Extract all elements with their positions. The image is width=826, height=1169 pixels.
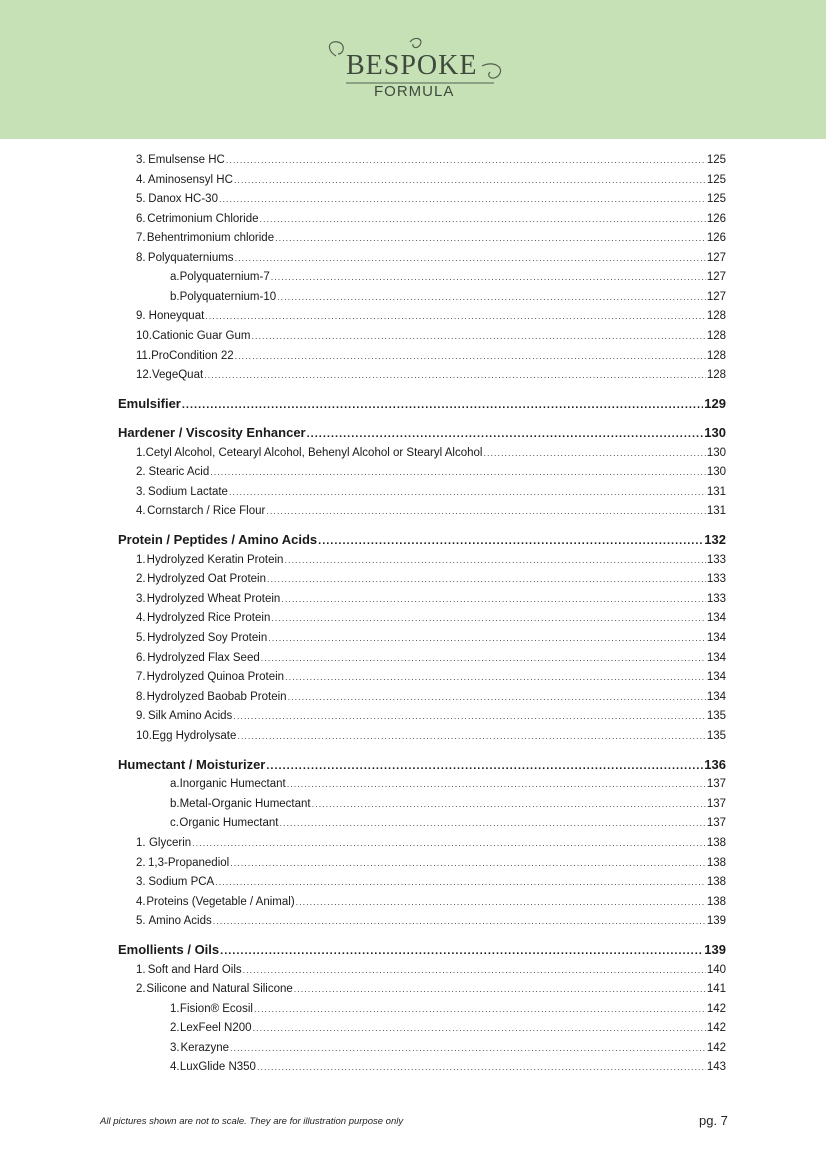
dot-leader bbox=[267, 570, 706, 588]
toc-entry-label: Hydrolyzed Flax Seed bbox=[147, 651, 260, 664]
toc-entry-label: Danox HC-30 bbox=[148, 193, 218, 206]
toc-page-number: 126 bbox=[706, 232, 726, 245]
dot-leader bbox=[257, 1058, 706, 1076]
toc-section[interactable] bbox=[118, 531, 726, 549]
toc-page-number: 139 bbox=[706, 915, 726, 928]
toc-section-title: Humectant / Moisturizer bbox=[118, 756, 266, 772]
toc-page-number: 137 bbox=[706, 817, 726, 830]
toc-entry-label: Proteins (Vegetable / Animal) bbox=[146, 895, 295, 908]
toc-entry[interactable] bbox=[170, 814, 726, 832]
dot-leader bbox=[204, 366, 706, 384]
toc-entry-label: Soft and Hard Oils bbox=[147, 963, 242, 976]
toc-page-number: 125 bbox=[706, 154, 726, 166]
toc-entry[interactable] bbox=[136, 893, 726, 911]
toc-page-number: 128 bbox=[706, 369, 726, 382]
toc-page-number: 138 bbox=[706, 876, 726, 889]
page-header bbox=[0, 0, 826, 139]
toc-page-number: 131 bbox=[706, 485, 726, 498]
toc-entry[interactable] bbox=[136, 210, 726, 228]
toc-entry-number: 3. bbox=[136, 592, 146, 605]
dot-leader bbox=[296, 893, 706, 911]
dot-leader bbox=[266, 757, 703, 775]
toc-page-number: 140 bbox=[706, 963, 726, 976]
toc-page-number: 127 bbox=[706, 251, 726, 264]
toc-entry-number: 5. bbox=[136, 915, 146, 928]
dot-leader bbox=[318, 532, 703, 550]
toc-entry-number: 1. bbox=[136, 836, 146, 849]
toc-entry-label: Kerazyne bbox=[180, 1041, 230, 1054]
toc-entry-number: b. bbox=[170, 797, 180, 810]
dot-leader bbox=[261, 649, 706, 667]
toc-entry-label: Egg Hydrolysate bbox=[152, 729, 237, 742]
toc-page-number: 137 bbox=[706, 797, 726, 810]
toc-entry[interactable] bbox=[136, 668, 726, 686]
toc-entry-number: 10. bbox=[136, 729, 152, 742]
toc-entry-number: 8. bbox=[136, 251, 146, 264]
toc-entry-number: 1. bbox=[136, 963, 146, 976]
toc-entry-label: Polyquaterniums bbox=[147, 251, 234, 264]
toc-page-number: 134 bbox=[706, 651, 726, 664]
toc-page-number: 130 bbox=[706, 446, 726, 459]
page-number: pg. 7 bbox=[699, 1113, 728, 1128]
toc-entry-label: Hydrolyzed Keratin Protein bbox=[146, 553, 284, 566]
toc-page-number: 133 bbox=[706, 573, 726, 586]
toc-entry-label: Behentrimonium chloride bbox=[146, 232, 275, 245]
toc-entry-label: Cetrimonium Chloride bbox=[147, 212, 259, 225]
dot-leader bbox=[284, 551, 705, 569]
dot-leader bbox=[215, 873, 706, 891]
toc-entry-label: LexFeel N200 bbox=[179, 1022, 252, 1035]
logo-subtitle: FORMULA bbox=[374, 83, 455, 100]
toc-entry-number: 1. bbox=[170, 1002, 180, 1015]
toc-entry-number: 1. bbox=[136, 446, 146, 459]
toc-entry-label: Hydrolyzed Rice Protein bbox=[146, 612, 271, 625]
toc-page-number: 139 bbox=[704, 942, 726, 958]
toc-entry-number: 2. bbox=[136, 466, 146, 479]
toc-entry-label: ProCondition 22 bbox=[151, 349, 234, 362]
toc-page-number: 130 bbox=[706, 466, 726, 479]
toc-entry-number: 11. bbox=[136, 349, 152, 362]
toc-entry[interactable] bbox=[170, 1039, 726, 1057]
toc-entry-label: 1,3-Propanediol bbox=[148, 856, 230, 869]
toc-section[interactable] bbox=[118, 424, 726, 442]
toc-entry[interactable] bbox=[136, 551, 726, 569]
toc-entry-label: Glycerin bbox=[148, 836, 192, 849]
toc-page-number: 127 bbox=[706, 271, 726, 284]
toc-entry[interactable] bbox=[136, 707, 726, 725]
dot-leader bbox=[230, 1039, 706, 1057]
toc-page-number: 125 bbox=[706, 173, 726, 186]
toc-entry[interactable] bbox=[136, 649, 726, 667]
toc-entry-label: Fision® Ecosil bbox=[179, 1002, 253, 1015]
logo-wordmark: BESPOKE bbox=[346, 50, 478, 81]
dot-leader bbox=[312, 795, 706, 813]
toc-entry[interactable] bbox=[136, 570, 726, 588]
toc-entry-label: Hydrolyzed Quinoa Protein bbox=[146, 671, 285, 684]
dot-leader bbox=[268, 629, 706, 647]
toc-entry[interactable] bbox=[170, 288, 726, 306]
toc-entry[interactable] bbox=[136, 483, 726, 501]
toc-entry[interactable] bbox=[136, 912, 726, 930]
dot-leader bbox=[266, 502, 705, 520]
toc-entry[interactable] bbox=[136, 629, 726, 647]
dot-leader bbox=[279, 814, 705, 832]
dot-leader bbox=[230, 854, 706, 872]
dot-leader bbox=[275, 229, 706, 247]
toc-page-number: 142 bbox=[706, 1022, 726, 1035]
toc-entry-label: Sodium Lactate bbox=[148, 485, 228, 498]
dot-leader bbox=[483, 444, 705, 462]
toc-entry[interactable] bbox=[136, 961, 726, 979]
toc-section[interactable] bbox=[118, 395, 726, 413]
toc-page-number: 134 bbox=[706, 671, 726, 684]
toc-entry[interactable] bbox=[170, 775, 726, 793]
toc-entry-number: 2. bbox=[136, 856, 146, 869]
toc-entry-label: Organic Humectant bbox=[179, 817, 279, 830]
dot-leader bbox=[281, 590, 705, 608]
toc-entry[interactable] bbox=[136, 463, 726, 481]
toc-page-number: 133 bbox=[706, 592, 726, 605]
toc-page-number: 135 bbox=[706, 729, 726, 742]
toc-page-number: 127 bbox=[706, 290, 726, 303]
toc-entry-label: VegeQuat bbox=[152, 369, 204, 382]
toc-entry-number: 7. bbox=[136, 671, 146, 684]
toc-entry-number: 2. bbox=[170, 1022, 180, 1035]
toc-page-number: 141 bbox=[706, 983, 726, 996]
toc-section[interactable] bbox=[118, 941, 726, 959]
toc-page-number: 132 bbox=[704, 532, 726, 548]
toc-entry-number: a. bbox=[170, 778, 180, 791]
toc-entry-number: 6. bbox=[136, 651, 146, 664]
toc-section[interactable] bbox=[118, 756, 726, 774]
toc-entry[interactable] bbox=[170, 1058, 726, 1076]
dot-leader bbox=[294, 980, 706, 998]
toc-entry-number: 3. bbox=[136, 485, 146, 498]
dot-leader bbox=[307, 425, 704, 443]
dot-leader bbox=[277, 288, 706, 306]
toc-entry-label: Cornstarch / Rice Flour bbox=[147, 505, 266, 518]
toc-entry-label: Inorganic Humectant bbox=[179, 778, 286, 791]
toc-entry-label: Hydrolyzed Baobab Protein bbox=[146, 690, 287, 703]
toc-entry[interactable] bbox=[136, 727, 726, 745]
toc-page-number: 142 bbox=[706, 1041, 726, 1054]
toc-entry[interactable] bbox=[170, 1000, 726, 1018]
dot-leader bbox=[287, 775, 706, 793]
toc-entry[interactable] bbox=[136, 873, 726, 891]
dot-leader bbox=[205, 307, 706, 325]
toc-entry-number: 7. bbox=[136, 232, 146, 245]
toc-entry-label: Cetyl Alcohol, Cetearyl Alcohol, Behenyl Alcohol or Stearyl Alcohol bbox=[145, 446, 483, 459]
toc-page-number: 142 bbox=[706, 1002, 726, 1015]
toc-entry[interactable] bbox=[136, 444, 726, 462]
toc-entry-number: 3. bbox=[136, 154, 146, 166]
dot-leader bbox=[271, 609, 705, 627]
toc-page-number: 138 bbox=[706, 836, 726, 849]
toc-page-number: 138 bbox=[706, 856, 726, 869]
toc-page-number: 135 bbox=[706, 710, 726, 723]
toc-page-number: 136 bbox=[704, 756, 726, 772]
toc-entry-label: LuxGlide N350 bbox=[179, 1061, 256, 1074]
toc-page-number: 129 bbox=[704, 396, 726, 412]
toc-entry-number: 12. bbox=[136, 369, 152, 382]
toc-entry-number: 2. bbox=[136, 573, 146, 586]
dot-leader bbox=[285, 668, 706, 686]
toc-entry[interactable] bbox=[136, 980, 726, 998]
toc-entry-number: 9. bbox=[136, 310, 146, 323]
toc-entry-number: 2. bbox=[136, 983, 146, 996]
toc-entry-number: 3. bbox=[136, 876, 146, 889]
toc-entry-number: b. bbox=[170, 290, 180, 303]
toc-entry-label: Polyquaternium-7 bbox=[179, 271, 270, 284]
dot-leader bbox=[260, 210, 706, 228]
dot-leader bbox=[220, 942, 703, 960]
toc-entry[interactable] bbox=[136, 688, 726, 706]
dot-leader bbox=[226, 151, 706, 169]
dot-leader bbox=[235, 249, 706, 267]
dot-leader bbox=[229, 483, 706, 501]
toc-entry-number: 5. bbox=[136, 193, 146, 206]
toc-entry[interactable] bbox=[136, 347, 726, 365]
toc-page-number: 143 bbox=[706, 1061, 726, 1074]
toc-entry-label: Honeyquat bbox=[148, 310, 205, 323]
toc-entry-label: Hydrolyzed Oat Protein bbox=[147, 573, 266, 586]
toc-entry-label: Aminosensyl HC bbox=[147, 173, 233, 186]
toc-entry-number: 5. bbox=[136, 632, 146, 644]
dot-leader bbox=[288, 688, 706, 706]
toc-page-number: 134 bbox=[706, 632, 726, 644]
toc-entry-label: Emulsense HC bbox=[148, 154, 225, 166]
toc-entry-number: 1. bbox=[136, 553, 146, 566]
toc-entry-label: Stearic Acid bbox=[148, 466, 210, 479]
toc-entry[interactable] bbox=[136, 171, 726, 189]
toc-entry[interactable] bbox=[136, 366, 726, 384]
dot-leader bbox=[254, 1000, 706, 1018]
toc-section-title: Emulsifier bbox=[118, 396, 181, 412]
toc-entry-label: Silicone and Natural Silicone bbox=[146, 983, 293, 996]
toc-page-number: 126 bbox=[706, 212, 726, 225]
toc-entry-number: 4. bbox=[136, 173, 146, 186]
toc-page-number: 133 bbox=[706, 553, 726, 566]
toc-entry[interactable] bbox=[170, 1019, 726, 1037]
dot-leader bbox=[243, 961, 706, 979]
toc-entry-number: 4. bbox=[136, 505, 146, 518]
toc-section-title: Protein / Peptides / Amino Acids bbox=[118, 532, 318, 548]
toc-entry-label: Hydrolyzed Soy Protein bbox=[147, 632, 268, 644]
toc-entry-number: 4. bbox=[170, 1061, 180, 1074]
toc-entry[interactable] bbox=[136, 151, 726, 169]
toc-page-number: 137 bbox=[706, 778, 726, 791]
toc-page-number: 134 bbox=[706, 612, 726, 625]
toc-page-number: 125 bbox=[706, 193, 726, 206]
toc-entry[interactable] bbox=[136, 327, 726, 345]
dot-leader bbox=[235, 347, 706, 365]
toc-entry-number: 6. bbox=[136, 212, 146, 225]
toc-entry[interactable] bbox=[136, 229, 726, 247]
toc-entry-label: Sodium PCA bbox=[148, 876, 215, 889]
toc-entry[interactable] bbox=[136, 834, 726, 852]
toc-page-number: 138 bbox=[706, 895, 726, 908]
toc-entry[interactable] bbox=[136, 609, 726, 627]
toc-entry-label: Polyquaternium-10 bbox=[179, 290, 277, 303]
toc-entry-number: 8. bbox=[136, 690, 146, 703]
dot-leader bbox=[182, 396, 703, 414]
toc-entry-number: 10. bbox=[136, 329, 152, 342]
toc-page-number: 128 bbox=[706, 310, 726, 323]
toc-entry[interactable] bbox=[136, 249, 726, 267]
dot-leader bbox=[213, 912, 706, 930]
dot-leader bbox=[234, 171, 706, 189]
toc-section-title: Emollients / Oils bbox=[118, 942, 220, 958]
toc-page-number: 134 bbox=[706, 690, 726, 703]
toc-entry-number: 4. bbox=[136, 895, 146, 908]
toc-entry-number: c. bbox=[170, 817, 179, 830]
dot-leader bbox=[253, 1019, 706, 1037]
toc-entry[interactable] bbox=[136, 190, 726, 208]
toc-entry[interactable] bbox=[136, 502, 726, 520]
toc-entry[interactable] bbox=[136, 307, 726, 325]
toc-entry-label: Amino Acids bbox=[148, 915, 212, 928]
dot-leader bbox=[233, 707, 706, 725]
toc-entry[interactable] bbox=[136, 590, 726, 608]
toc-entry-label: Hydrolyzed Wheat Protein bbox=[146, 592, 281, 605]
footer-disclaimer: All pictures shown are not to scale. They are for illustration purpose only bbox=[100, 1116, 404, 1127]
dot-leader bbox=[192, 834, 706, 852]
toc-entry-label: Metal-Organic Humectant bbox=[179, 797, 311, 810]
toc-entry[interactable] bbox=[170, 268, 726, 286]
toc-page-number: 131 bbox=[706, 505, 726, 518]
toc-entry-number: 4. bbox=[136, 612, 146, 625]
toc-entry-number: a. bbox=[170, 271, 180, 284]
toc-entry[interactable] bbox=[170, 795, 726, 813]
toc-entry-label: Cationic Guar Gum bbox=[152, 329, 251, 342]
toc-section-title: Hardener / Viscosity Enhancer bbox=[118, 425, 306, 441]
dot-leader bbox=[237, 727, 705, 745]
dot-leader bbox=[210, 463, 706, 481]
toc-page-number: 128 bbox=[706, 329, 726, 342]
toc-page-number: 128 bbox=[706, 349, 726, 362]
dot-leader bbox=[219, 190, 706, 208]
toc-entry-number: 9. bbox=[136, 710, 146, 723]
bespoke-formula-logo bbox=[322, 36, 512, 108]
toc-entry-label: Silk Amino Acids bbox=[147, 710, 233, 723]
toc-entry-number: 3. bbox=[170, 1041, 180, 1054]
toc-entry[interactable] bbox=[136, 854, 726, 872]
toc-page-number: 130 bbox=[704, 425, 726, 441]
dot-leader bbox=[251, 327, 705, 345]
dot-leader bbox=[271, 268, 706, 286]
